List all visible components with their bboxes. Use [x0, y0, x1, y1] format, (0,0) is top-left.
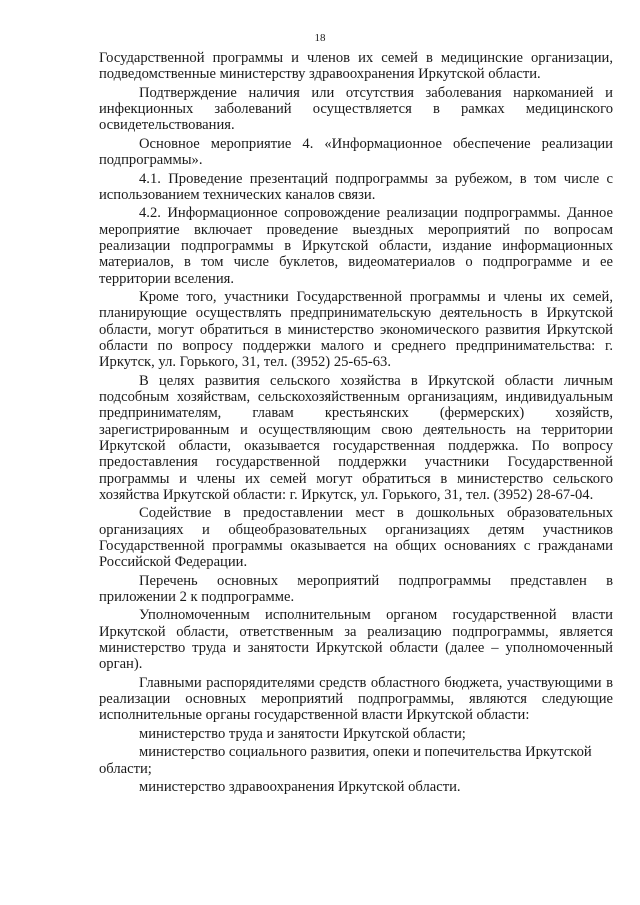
paragraph-education-places: Содействие в предоставлении мест в дошкольных образовательных организациях и общеобразовательных организациях детям участников Государственной программы оказывается на общих основаниях с гражданами Российской Федерации.: [99, 505, 613, 571]
list-item-labor-ministry: министерство труда и занятости Иркутской области;: [139, 725, 466, 742]
paragraph-item-4-1: 4.1. Проведение презентаций подпрограммы за рубежом, в том числе с использованием технических каналов связи.: [99, 170, 613, 203]
paragraph-continuation: Государственной программы и членов их семей в медицинские организации, подведомственные министерству здравоохранения Иркутской области.: [99, 50, 613, 83]
page-number: 18: [314, 32, 326, 44]
list-item-social-ministry: министерство социального развития, опеки и попечительства Иркутской области;: [99, 744, 592, 777]
paragraph-main-activity-4: Основное мероприятие 4. «Информационное обеспечение реализации подпрограммы».: [99, 135, 613, 169]
paragraph-authorized-body: Уполномоченным исполнительным органом государственной власти Иркутской области, ответственным за реализацию подпрограммы, является министерство труда и занятости Иркутской области (далее – уполномоченный орган).: [99, 607, 613, 673]
paragraph-business-support: Кроме того, участники Государственной программы и члены их семей, планирующие осуществлять предпринимательскую деятельность в Иркутской области, могут обратиться в министерство экономического развития Иркутской области по вопросу поддержки малого и среднего предпринимательства: г. Иркутск, ул. Горького, 31, тел. (3952) 25-65-63.: [99, 289, 613, 371]
paragraph-activities-list: Перечень основных мероприятий подпрограммы представлен в приложении 2 к подпрограмме.: [99, 572, 613, 605]
paragraph-item-4-2: 4.2. Информационное сопровождение реализации подпрограммы. Данное мероприятие включает проведение выездных мероприятий по вопросам реализации подпрограммы в Иркутской области, издание информационных материалов, в том числе буклетов, видеоматериалов о подпрограмме и ее территории вселения.: [99, 205, 613, 287]
paragraph-budget-managers: Главными распорядителями средств областного бюджета, участвующими в реализации основных мероприятий подпрограммы, являются следующие исполнительные органы государственной власти Иркутской области:: [99, 674, 613, 724]
paragraph-agriculture-support: В целях развития сельского хозяйства в Иркутской области личным подсобным хозяйствам, сельскохозяйственным организациям, индивидуальным предпринимателям, главам крестьянских (фермерских) хозяйств, зарегистрированным и осуществляющим свою деятельность на территории Иркутской области, оказывается государственная поддержка. По вопросу предоставления государственной поддержки участники Государственной программы и члены их семей могут обратиться в министерство сельского хозяйства Иркутской области: г. Иркутск, ул. Горького, 31, тел. (3952) 28-67-04.: [99, 372, 613, 503]
list-item-health-ministry: министерство здравоохранения Иркутской области.: [139, 779, 461, 796]
document-body: [99, 50, 613, 796]
paragraph-diagnosis: Подтверждение наличия или отсутствия заболевания наркоманией и инфекционных заболеваний осуществляется в рамках медицинского освидетельствования.: [99, 84, 613, 134]
